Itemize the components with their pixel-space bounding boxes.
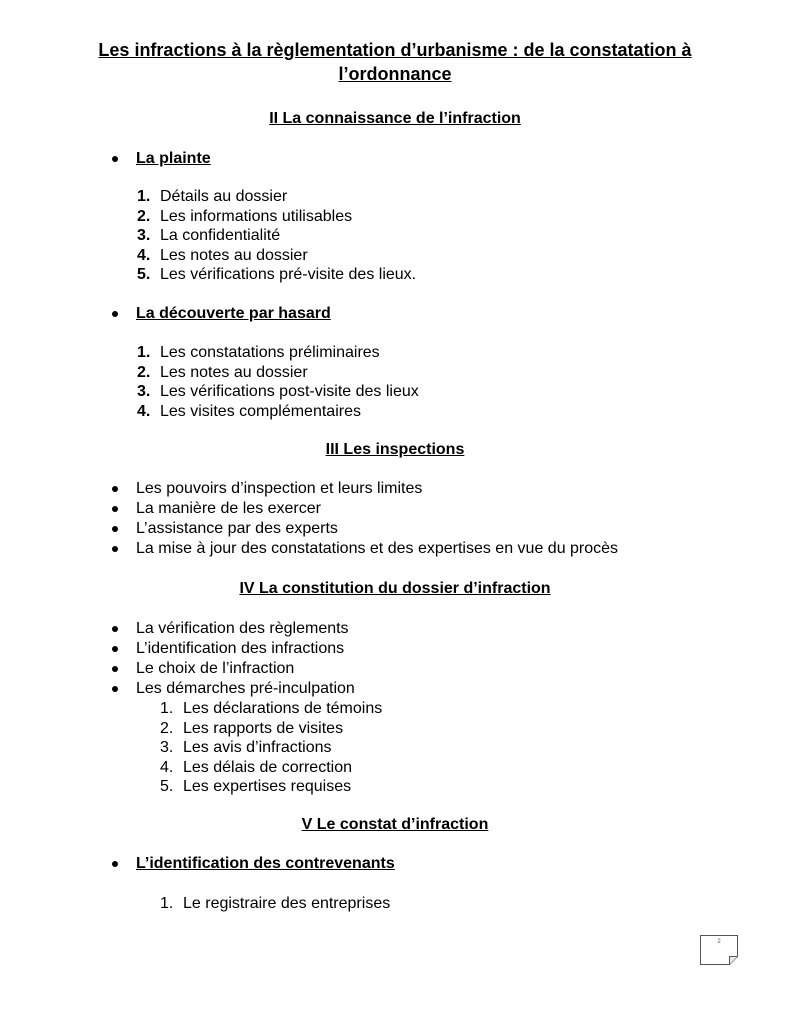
list-item: 5. Les vérifications pré-visite des lieux. (137, 266, 417, 283)
bullet-icon (112, 626, 118, 632)
list-item-decouverte: La découverte par hasard (108, 304, 331, 324)
list-item: La mise à jour des constatations et des expertises en vue du procès (108, 539, 618, 559)
bullet-icon (112, 506, 118, 512)
bullet-list-inspections (108, 479, 618, 559)
bullet-icon (112, 666, 118, 672)
list-item: 5. Les expertises requises (160, 778, 352, 795)
numbered-list-contrevenants (160, 894, 390, 914)
list-item: 4. Les notes au dossier (137, 246, 308, 264)
bullet-icon (112, 311, 118, 317)
bullet-list-contrevenants (108, 854, 395, 874)
bullet-icon (112, 686, 118, 692)
document-title-line1: Les infractions à la règlementation d’urbanisme : de la constatation à (98, 40, 692, 60)
section-heading-connaissance: II La connaissance de l’infraction (269, 110, 521, 127)
bullet-icon (112, 526, 118, 532)
numbered-list-plainte (137, 187, 416, 285)
bullet-icon (112, 646, 118, 652)
bullet-icon (112, 486, 118, 492)
list-item: 2. Les informations utilisables (137, 207, 353, 225)
list-item: 1. Détails au dossier (137, 188, 288, 205)
list-item: Les démarches pré-inculpation (108, 679, 355, 699)
list-item: 1. Les constatations préliminaires (137, 344, 380, 361)
bullet-list-plainte (108, 149, 211, 169)
list-item: La vérification des règlements (108, 619, 355, 639)
list-item: Les pouvoirs d’inspection et leurs limites (108, 479, 618, 499)
list-item: L’assistance par des experts (108, 519, 618, 539)
section-heading-constat: V Le constat d’infraction (301, 816, 489, 833)
section-heading-inspections: III Les inspections (325, 441, 465, 458)
list-item: 2. Les rapports de visites (160, 719, 344, 737)
list-item-contrevenants: L’identification des contrevenants (108, 854, 395, 874)
list-item: Le choix de l’infraction (108, 659, 355, 679)
list-item-plainte: La plainte (108, 149, 211, 169)
list-item: 4. Les délais de correction (160, 758, 352, 776)
list-item: 3. La confidentialité (137, 227, 281, 244)
list-item: 1. Les déclarations de témoins (160, 700, 383, 717)
bullet-icon (112, 156, 118, 162)
list-item: 4. Les visites complémentaires (137, 402, 361, 420)
list-item: 2. Les notes au dossier (137, 363, 308, 381)
list-item: 1. Le registraire des entreprises (160, 895, 391, 912)
list-item: La manière de les exercer (108, 499, 618, 519)
numbered-list-demarches (160, 699, 382, 797)
page-number: 2 (717, 939, 721, 945)
document-title-line2: l’ordonnance (338, 64, 452, 84)
bullet-list-decouverte (108, 304, 331, 324)
list-item: 3. Les vérifications post-visite des lieux (137, 383, 419, 400)
list-item: 3. Les avis d’infractions (160, 739, 332, 756)
bullet-icon (112, 861, 118, 867)
document-title (60, 38, 730, 86)
bullet-list-constitution (108, 619, 355, 699)
numbered-list-decouverte (137, 343, 419, 421)
section-heading-constitution: IV La constitution du dossier d’infraction (239, 580, 551, 597)
list-item: L’identification des infractions (108, 639, 355, 659)
bullet-icon (112, 546, 118, 552)
